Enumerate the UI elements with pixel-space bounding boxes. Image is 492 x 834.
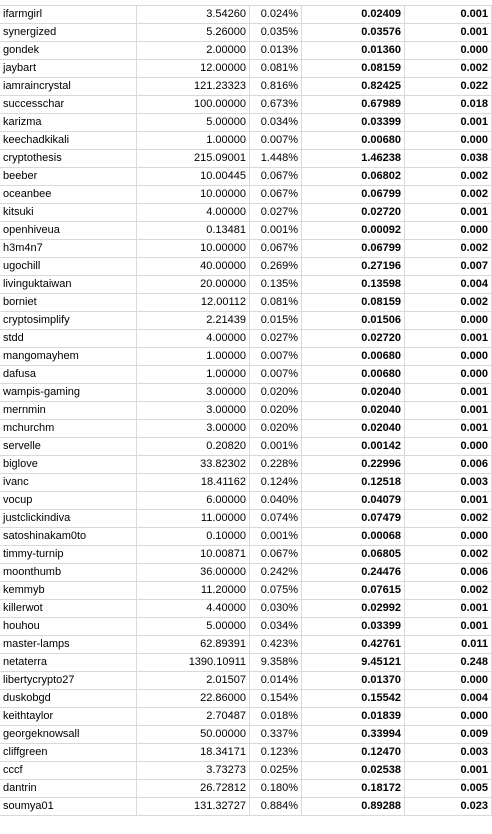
share-cell[interactable]: 0.02040 — [302, 384, 405, 402]
share-cell[interactable]: 0.03399 — [302, 618, 405, 636]
payout-cell[interactable]: 0.000 — [405, 438, 492, 456]
share-cell[interactable]: 0.08159 — [302, 60, 405, 78]
table-row[interactable] — [0, 204, 492, 222]
payout-cell[interactable]: 0.022 — [405, 78, 492, 96]
payout-cell[interactable]: 0.001 — [405, 600, 492, 618]
share-cell[interactable]: 0.00142 — [302, 438, 405, 456]
payout-cell[interactable]: 0.002 — [405, 186, 492, 204]
share-cell[interactable]: 0.01370 — [302, 672, 405, 690]
amount-cell[interactable]: 10.00871 — [137, 546, 250, 564]
percent-cell[interactable]: 0.007% — [250, 366, 302, 384]
table-row[interactable] — [0, 168, 492, 186]
username-cell[interactable]: netaterra — [0, 654, 137, 672]
data-table — [0, 5, 492, 816]
percent-cell[interactable]: 0.014% — [250, 672, 302, 690]
spreadsheet — [0, 5, 488, 816]
username-cell[interactable]: vocup — [0, 492, 137, 510]
table-row[interactable] — [0, 564, 492, 582]
payout-cell[interactable]: 0.007 — [405, 258, 492, 276]
username-cell[interactable]: synergized — [0, 24, 137, 42]
table-body — [0, 6, 492, 816]
table-row[interactable] — [0, 348, 492, 366]
payout-cell[interactable]: 0.248 — [405, 654, 492, 672]
amount-cell[interactable]: 3.73273 — [137, 762, 250, 780]
table-row[interactable] — [0, 546, 492, 564]
payout-cell[interactable]: 0.000 — [405, 366, 492, 384]
payout-cell[interactable]: 0.002 — [405, 294, 492, 312]
table-row[interactable] — [0, 186, 492, 204]
payout-cell[interactable]: 0.004 — [405, 276, 492, 294]
percent-cell[interactable]: 0.884% — [250, 798, 302, 816]
amount-cell[interactable]: 18.34171 — [137, 744, 250, 762]
percent-cell[interactable]: 0.075% — [250, 582, 302, 600]
amount-cell[interactable]: 10.00000 — [137, 186, 250, 204]
payout-cell[interactable]: 0.002 — [405, 582, 492, 600]
table-row[interactable] — [0, 132, 492, 150]
amount-cell[interactable]: 121.23323 — [137, 78, 250, 96]
username-cell[interactable]: beeber — [0, 168, 137, 186]
amount-cell[interactable]: 0.20820 — [137, 438, 250, 456]
percent-cell[interactable]: 0.001% — [250, 438, 302, 456]
table-row[interactable] — [0, 96, 492, 114]
amount-cell[interactable]: 6.00000 — [137, 492, 250, 510]
username-cell[interactable]: keithtaylor — [0, 708, 137, 726]
username-cell[interactable]: moonthumb — [0, 564, 137, 582]
share-cell[interactable]: 0.67989 — [302, 96, 405, 114]
payout-cell[interactable]: 0.000 — [405, 42, 492, 60]
share-cell[interactable]: 0.00680 — [302, 366, 405, 384]
amount-cell[interactable]: 0.10000 — [137, 528, 250, 546]
amount-cell[interactable]: 1.00000 — [137, 348, 250, 366]
percent-cell[interactable]: 0.018% — [250, 708, 302, 726]
username-cell[interactable]: mernmin — [0, 402, 137, 420]
percent-cell[interactable]: 0.030% — [250, 600, 302, 618]
payout-cell[interactable]: 0.000 — [405, 708, 492, 726]
amount-cell[interactable]: 2.21439 — [137, 312, 250, 330]
username-cell[interactable]: houhou — [0, 618, 137, 636]
amount-cell[interactable]: 5.00000 — [137, 114, 250, 132]
username-cell[interactable]: borniet — [0, 294, 137, 312]
username-cell[interactable]: kitsuki — [0, 204, 137, 222]
amount-cell[interactable]: 33.82302 — [137, 456, 250, 474]
percent-cell[interactable]: 0.001% — [250, 222, 302, 240]
username-cell[interactable]: satoshinakam0to — [0, 528, 137, 546]
table-row[interactable] — [0, 726, 492, 744]
username-cell[interactable]: jaybart — [0, 60, 137, 78]
table-row[interactable] — [0, 438, 492, 456]
percent-cell[interactable]: 0.180% — [250, 780, 302, 798]
payout-cell[interactable]: 0.000 — [405, 132, 492, 150]
percent-cell[interactable]: 0.135% — [250, 276, 302, 294]
table-row[interactable] — [0, 42, 492, 60]
amount-cell[interactable]: 1.00000 — [137, 366, 250, 384]
share-cell[interactable]: 0.12470 — [302, 744, 405, 762]
share-cell[interactable]: 0.02992 — [302, 600, 405, 618]
payout-cell[interactable]: 0.000 — [405, 672, 492, 690]
percent-cell[interactable]: 0.423% — [250, 636, 302, 654]
table-row[interactable] — [0, 798, 492, 816]
table-row[interactable] — [0, 366, 492, 384]
share-cell[interactable]: 0.33994 — [302, 726, 405, 744]
payout-cell[interactable]: 0.003 — [405, 744, 492, 762]
username-cell[interactable]: killerwot — [0, 600, 137, 618]
username-cell[interactable]: georgeknowsall — [0, 726, 137, 744]
amount-cell[interactable]: 20.00000 — [137, 276, 250, 294]
table-row[interactable] — [0, 240, 492, 258]
table-row[interactable] — [0, 708, 492, 726]
payout-cell[interactable]: 0.001 — [405, 204, 492, 222]
payout-cell[interactable]: 0.005 — [405, 780, 492, 798]
table-row[interactable] — [0, 114, 492, 132]
table-row[interactable] — [0, 762, 492, 780]
username-cell[interactable]: biglove — [0, 456, 137, 474]
username-cell[interactable]: timmy-turnip — [0, 546, 137, 564]
percent-cell[interactable]: 0.015% — [250, 312, 302, 330]
payout-cell[interactable]: 0.001 — [405, 420, 492, 438]
table-row[interactable] — [0, 78, 492, 96]
payout-cell[interactable]: 0.018 — [405, 96, 492, 114]
percent-cell[interactable]: 0.067% — [250, 186, 302, 204]
payout-cell[interactable]: 0.002 — [405, 510, 492, 528]
amount-cell[interactable]: 1.00000 — [137, 132, 250, 150]
username-cell[interactable]: ugochill — [0, 258, 137, 276]
share-cell[interactable]: 0.06802 — [302, 168, 405, 186]
username-cell[interactable]: duskobgd — [0, 690, 137, 708]
table-row[interactable] — [0, 636, 492, 654]
percent-cell[interactable]: 0.081% — [250, 294, 302, 312]
table-row[interactable] — [0, 384, 492, 402]
table-row[interactable] — [0, 222, 492, 240]
share-cell[interactable]: 0.00680 — [302, 348, 405, 366]
share-cell[interactable]: 0.00680 — [302, 132, 405, 150]
share-cell[interactable]: 0.02040 — [302, 420, 405, 438]
share-cell[interactable]: 0.15542 — [302, 690, 405, 708]
table-row[interactable] — [0, 492, 492, 510]
table-row[interactable] — [0, 276, 492, 294]
percent-cell[interactable]: 0.123% — [250, 744, 302, 762]
payout-cell[interactable]: 0.000 — [405, 348, 492, 366]
table-row[interactable] — [0, 744, 492, 762]
amount-cell[interactable]: 1390.10911 — [137, 654, 250, 672]
share-cell[interactable]: 0.02040 — [302, 402, 405, 420]
payout-cell[interactable]: 0.001 — [405, 384, 492, 402]
table-row[interactable] — [0, 6, 492, 24]
amount-cell[interactable]: 4.40000 — [137, 600, 250, 618]
share-cell[interactable]: 0.07615 — [302, 582, 405, 600]
payout-cell[interactable]: 0.001 — [405, 114, 492, 132]
payout-cell[interactable]: 0.011 — [405, 636, 492, 654]
percent-cell[interactable]: 0.816% — [250, 78, 302, 96]
payout-cell[interactable]: 0.009 — [405, 726, 492, 744]
amount-cell[interactable]: 18.41162 — [137, 474, 250, 492]
payout-cell[interactable]: 0.038 — [405, 150, 492, 168]
amount-cell[interactable]: 5.00000 — [137, 618, 250, 636]
table-row[interactable] — [0, 150, 492, 168]
table-row[interactable] — [0, 456, 492, 474]
amount-cell[interactable]: 131.32727 — [137, 798, 250, 816]
share-cell[interactable]: 0.02720 — [302, 330, 405, 348]
share-cell[interactable]: 0.03399 — [302, 114, 405, 132]
username-cell[interactable]: oceanbee — [0, 186, 137, 204]
payout-cell[interactable]: 0.001 — [405, 492, 492, 510]
username-cell[interactable]: kemmyb — [0, 582, 137, 600]
percent-cell[interactable]: 0.020% — [250, 420, 302, 438]
percent-cell[interactable]: 0.007% — [250, 348, 302, 366]
percent-cell[interactable]: 0.067% — [250, 546, 302, 564]
payout-cell[interactable]: 0.000 — [405, 312, 492, 330]
percent-cell[interactable]: 0.027% — [250, 330, 302, 348]
amount-cell[interactable]: 3.00000 — [137, 384, 250, 402]
username-cell[interactable]: dantrin — [0, 780, 137, 798]
table-row[interactable] — [0, 582, 492, 600]
share-cell[interactable]: 0.07479 — [302, 510, 405, 528]
amount-cell[interactable]: 62.89391 — [137, 636, 250, 654]
username-cell[interactable]: cliffgreen — [0, 744, 137, 762]
username-cell[interactable]: stdd — [0, 330, 137, 348]
table-row[interactable] — [0, 24, 492, 42]
percent-cell[interactable]: 0.001% — [250, 528, 302, 546]
username-cell[interactable]: soumya01 — [0, 798, 137, 816]
table-row[interactable] — [0, 780, 492, 798]
payout-cell[interactable]: 0.001 — [405, 402, 492, 420]
username-cell[interactable]: successchar — [0, 96, 137, 114]
username-cell[interactable]: karizma — [0, 114, 137, 132]
share-cell[interactable]: 0.06799 — [302, 240, 405, 258]
table-row[interactable] — [0, 420, 492, 438]
percent-cell[interactable]: 0.020% — [250, 402, 302, 420]
payout-cell[interactable]: 0.001 — [405, 6, 492, 24]
amount-cell[interactable]: 26.72812 — [137, 780, 250, 798]
username-cell[interactable]: cryptothesis — [0, 150, 137, 168]
payout-cell[interactable]: 0.002 — [405, 240, 492, 258]
share-cell[interactable]: 0.02409 — [302, 6, 405, 24]
amount-cell[interactable]: 3.54260 — [137, 6, 250, 24]
username-cell[interactable]: openhiveua — [0, 222, 137, 240]
percent-cell[interactable]: 0.269% — [250, 258, 302, 276]
username-cell[interactable]: wampis-gaming — [0, 384, 137, 402]
amount-cell[interactable]: 4.00000 — [137, 204, 250, 222]
amount-cell[interactable]: 2.00000 — [137, 42, 250, 60]
username-cell[interactable]: ivanc — [0, 474, 137, 492]
share-cell[interactable]: 0.01839 — [302, 708, 405, 726]
share-cell[interactable]: 0.01360 — [302, 42, 405, 60]
amount-cell[interactable]: 4.00000 — [137, 330, 250, 348]
share-cell[interactable]: 0.89288 — [302, 798, 405, 816]
username-cell[interactable]: ifarmgirl — [0, 6, 137, 24]
username-cell[interactable]: gondek — [0, 42, 137, 60]
username-cell[interactable]: cccf — [0, 762, 137, 780]
share-cell[interactable]: 9.45121 — [302, 654, 405, 672]
amount-cell[interactable]: 0.13481 — [137, 222, 250, 240]
payout-cell[interactable]: 0.000 — [405, 222, 492, 240]
payout-cell[interactable]: 0.002 — [405, 60, 492, 78]
share-cell[interactable]: 0.01506 — [302, 312, 405, 330]
table-row[interactable] — [0, 60, 492, 78]
table-row[interactable] — [0, 618, 492, 636]
username-cell[interactable]: cryptosimplify — [0, 312, 137, 330]
payout-cell[interactable]: 0.001 — [405, 762, 492, 780]
amount-cell[interactable]: 12.00000 — [137, 60, 250, 78]
table-row[interactable] — [0, 654, 492, 672]
username-cell[interactable]: libertycrypto27 — [0, 672, 137, 690]
amount-cell[interactable]: 100.00000 — [137, 96, 250, 114]
amount-cell[interactable]: 3.00000 — [137, 402, 250, 420]
percent-cell[interactable]: 0.074% — [250, 510, 302, 528]
payout-cell[interactable]: 0.000 — [405, 528, 492, 546]
share-cell[interactable]: 0.08159 — [302, 294, 405, 312]
username-cell[interactable]: iamraincrystal — [0, 78, 137, 96]
percent-cell[interactable]: 0.067% — [250, 240, 302, 258]
payout-cell[interactable]: 0.006 — [405, 456, 492, 474]
amount-cell[interactable]: 11.20000 — [137, 582, 250, 600]
payout-cell[interactable]: 0.023 — [405, 798, 492, 816]
amount-cell[interactable]: 3.00000 — [137, 420, 250, 438]
amount-cell[interactable]: 2.01507 — [137, 672, 250, 690]
percent-cell[interactable]: 0.034% — [250, 618, 302, 636]
amount-cell[interactable]: 36.00000 — [137, 564, 250, 582]
percent-cell[interactable]: 0.154% — [250, 690, 302, 708]
share-cell[interactable]: 0.03576 — [302, 24, 405, 42]
share-cell[interactable]: 0.18172 — [302, 780, 405, 798]
percent-cell[interactable]: 0.035% — [250, 24, 302, 42]
username-cell[interactable]: dafusa — [0, 366, 137, 384]
table-row[interactable] — [0, 258, 492, 276]
percent-cell[interactable]: 9.358% — [250, 654, 302, 672]
table-row[interactable] — [0, 510, 492, 528]
username-cell[interactable]: servelle — [0, 438, 137, 456]
table-row[interactable] — [0, 312, 492, 330]
table-row[interactable] — [0, 672, 492, 690]
percent-cell[interactable]: 0.067% — [250, 168, 302, 186]
share-cell[interactable]: 0.13598 — [302, 276, 405, 294]
percent-cell[interactable]: 0.228% — [250, 456, 302, 474]
amount-cell[interactable]: 12.00112 — [137, 294, 250, 312]
amount-cell[interactable]: 40.00000 — [137, 258, 250, 276]
amount-cell[interactable]: 22.86000 — [137, 690, 250, 708]
table-row[interactable] — [0, 330, 492, 348]
username-cell[interactable]: livinguktaiwan — [0, 276, 137, 294]
percent-cell[interactable]: 0.673% — [250, 96, 302, 114]
share-cell[interactable]: 0.82425 — [302, 78, 405, 96]
payout-cell[interactable]: 0.001 — [405, 330, 492, 348]
table-row[interactable] — [0, 690, 492, 708]
share-cell[interactable]: 0.04079 — [302, 492, 405, 510]
table-row[interactable] — [0, 474, 492, 492]
percent-cell[interactable]: 0.124% — [250, 474, 302, 492]
payout-cell[interactable]: 0.003 — [405, 474, 492, 492]
username-cell[interactable]: h3m4n7 — [0, 240, 137, 258]
username-cell[interactable]: justclickindiva — [0, 510, 137, 528]
share-cell[interactable]: 0.22996 — [302, 456, 405, 474]
amount-cell[interactable]: 10.00445 — [137, 168, 250, 186]
share-cell[interactable]: 0.27196 — [302, 258, 405, 276]
percent-cell[interactable]: 0.040% — [250, 492, 302, 510]
payout-cell[interactable]: 0.006 — [405, 564, 492, 582]
amount-cell[interactable]: 11.00000 — [137, 510, 250, 528]
percent-cell[interactable]: 1.448% — [250, 150, 302, 168]
table-row[interactable] — [0, 402, 492, 420]
table-row[interactable] — [0, 600, 492, 618]
amount-cell[interactable]: 5.26000 — [137, 24, 250, 42]
username-cell[interactable]: master-lamps — [0, 636, 137, 654]
payout-cell[interactable]: 0.004 — [405, 690, 492, 708]
percent-cell[interactable]: 0.013% — [250, 42, 302, 60]
share-cell[interactable]: 0.02538 — [302, 762, 405, 780]
share-cell[interactable]: 0.24476 — [302, 564, 405, 582]
percent-cell[interactable]: 0.034% — [250, 114, 302, 132]
percent-cell[interactable]: 0.025% — [250, 762, 302, 780]
percent-cell[interactable]: 0.337% — [250, 726, 302, 744]
payout-cell[interactable]: 0.002 — [405, 168, 492, 186]
username-cell[interactable]: keechadkikali — [0, 132, 137, 150]
percent-cell[interactable]: 0.242% — [250, 564, 302, 582]
percent-cell[interactable]: 0.027% — [250, 204, 302, 222]
share-cell[interactable]: 0.02720 — [302, 204, 405, 222]
amount-cell[interactable]: 2.70487 — [137, 708, 250, 726]
table-row[interactable] — [0, 294, 492, 312]
percent-cell[interactable]: 0.020% — [250, 384, 302, 402]
share-cell[interactable]: 1.46238 — [302, 150, 405, 168]
amount-cell[interactable]: 50.00000 — [137, 726, 250, 744]
share-cell[interactable]: 0.06799 — [302, 186, 405, 204]
percent-cell[interactable]: 0.024% — [250, 6, 302, 24]
share-cell[interactable]: 0.12518 — [302, 474, 405, 492]
amount-cell[interactable]: 215.09001 — [137, 150, 250, 168]
share-cell[interactable]: 0.00068 — [302, 528, 405, 546]
payout-cell[interactable]: 0.002 — [405, 546, 492, 564]
username-cell[interactable]: mchurchm — [0, 420, 137, 438]
share-cell[interactable]: 0.00092 — [302, 222, 405, 240]
payout-cell[interactable]: 0.001 — [405, 618, 492, 636]
payout-cell[interactable]: 0.001 — [405, 24, 492, 42]
share-cell[interactable]: 0.06805 — [302, 546, 405, 564]
share-cell[interactable]: 0.42761 — [302, 636, 405, 654]
percent-cell[interactable]: 0.081% — [250, 60, 302, 78]
amount-cell[interactable]: 10.00000 — [137, 240, 250, 258]
username-cell[interactable]: mangomayhem — [0, 348, 137, 366]
table-row[interactable] — [0, 528, 492, 546]
percent-cell[interactable]: 0.007% — [250, 132, 302, 150]
